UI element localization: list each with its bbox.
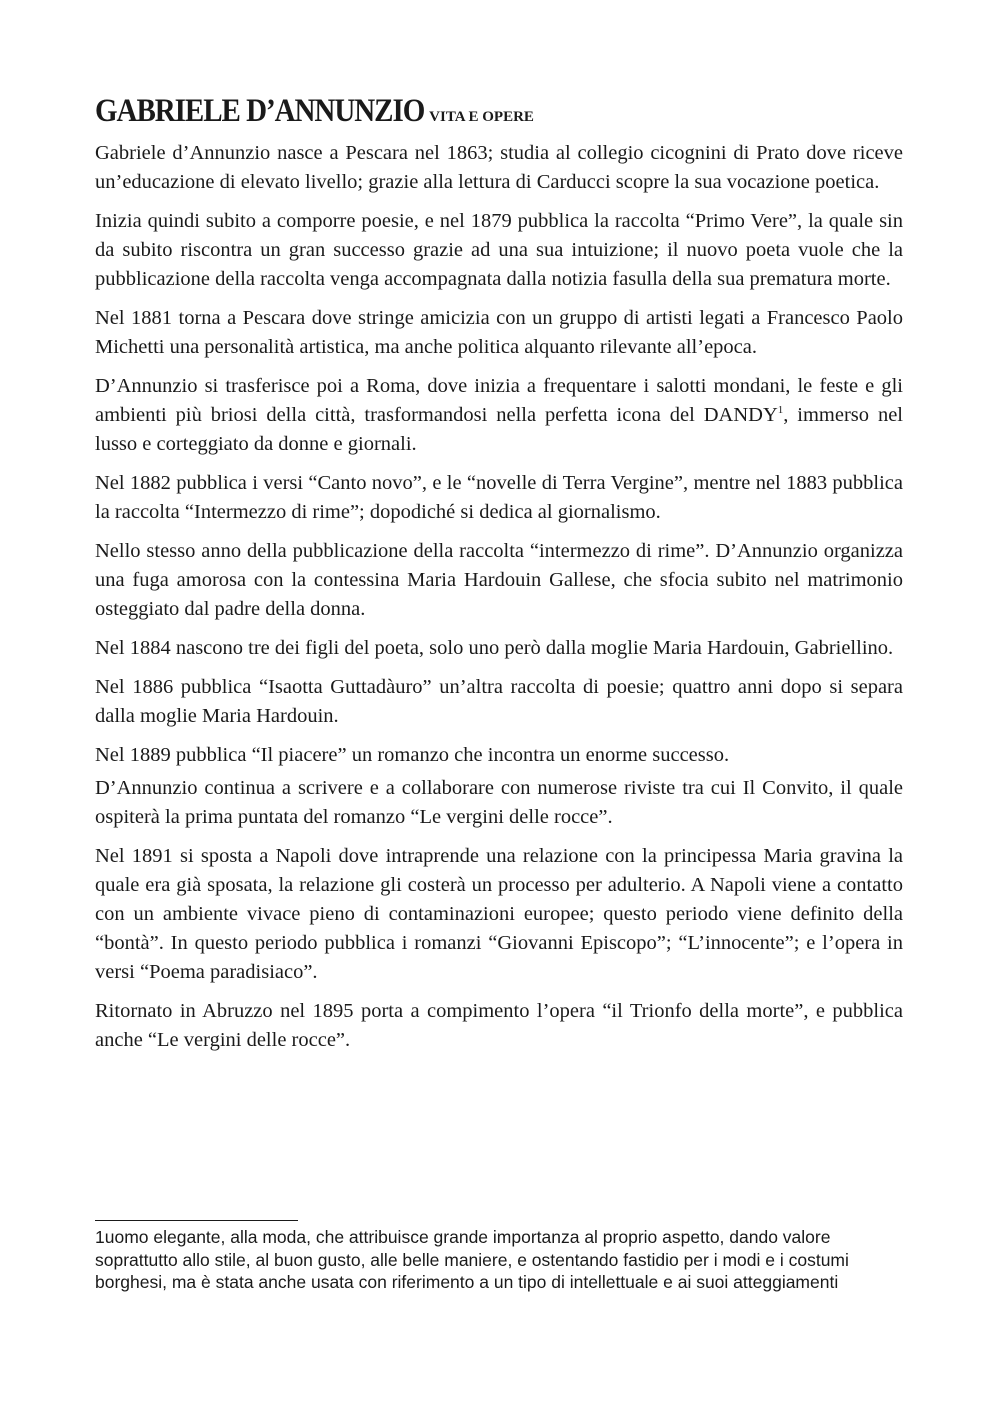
footnote-text: uomo elegante, alla moda, che attribuisce grande importanza al proprio aspetto, dando valore soprattutto allo stile, al buon gusto, alle belle maniere, e ostentando fastidio per i modi e i costumi borghesi, ma è stata anche usata con riferimento a un tipo di intellettuale e ai suoi atteggiamenti	[95, 1227, 849, 1292]
paragraph-3: Nel 1881 torna a Pescara dove stringe amicizia con un gruppo di artisti legati a Francesco Paolo Michetti una personalità artistica, ma anche politica alquanto rilevante all’epoca.	[95, 307, 903, 358]
paragraph-7: Nel 1884 nascono tre dei figli del poeta, solo uno però dalla moglie Maria Hardouin, Gabriellino.	[95, 637, 894, 659]
paragraph-8: Nel 1886 pubblica “Isaotta Guttadàuro” un’altra raccolta di poesie; quattro anni dopo si separa dalla moglie Maria Hardouin.	[95, 676, 903, 727]
paragraph-9: Nel 1889 pubblica “Il piacere” un romanzo che incontra un enorme successo.	[95, 744, 730, 766]
footnote-number: 1	[95, 1227, 105, 1247]
document-page	[95, 92, 903, 1065]
paragraph-4	[95, 372, 903, 459]
paragraph-11: Nel 1891 si sposta a Napoli dove intraprende una relazione con la principessa Maria gravina la quale era già sposata, la relazione gli costerà un processo per adulterio. A Napoli viene a contatto con un ambiente vivace pieno di contaminazioni europee; questo periodo viene definito della “bontà”. In questo periodo pubblica i romanzi “Giovanni Episcopo”; “L’innocente”; e l’opera in versi “Poema paradisiaco”.	[95, 845, 903, 983]
title-main: GABRIELE D’ANNUNZIO	[95, 93, 425, 129]
footnote	[95, 1226, 903, 1294]
paragraph-6: Nello stesso anno della pubblicazione della raccolta “intermezzo di rime”. D’Annunzio organizza una fuga amorosa con la contessina Maria Hardouin Gallese, che sfocia subito nel matrimonio osteggiato dal padre della donna.	[95, 540, 903, 620]
footnote-reference: 1	[777, 404, 784, 417]
document-title	[95, 92, 903, 135]
paragraph-10: D’Annunzio continua a scrivere e a collaborare con numerose riviste tra cui Il Convito, il quale ospiterà la prima puntata del romanzo “Le vergini delle rocce”.	[95, 777, 903, 828]
footnote-separator	[95, 1220, 298, 1221]
title-subtitle: VITA E OPERE	[429, 109, 534, 125]
paragraph-2: Inizia quindi subito a comporre poesie, e nel 1879 pubblica la raccolta “Primo Vere”, la quale sin da subito riscontra un gran successo grazie ad una sua intuizione; il nuovo poeta vuole che la pubblicazione della raccolta venga accompagnata dalla notizia fasulla della sua prematura morte.	[95, 210, 903, 290]
paragraph-5: Nel 1882 pubblica i versi “Canto novo”, e le “novelle di Terra Vergine”, mentre nel 1883 pubblica la raccolta “Intermezzo di rime”; dopodiché si dedica al giornalismo.	[95, 472, 903, 523]
paragraph-4-text-after: , immerso nel lusso e corteggiato da donne e giornali.	[95, 404, 903, 455]
paragraph-12: Ritornato in Abruzzo nel 1895 porta a compimento l’opera “il Trionfo della morte”, e pubblica anche “Le vergini delle rocce”.	[95, 1000, 903, 1051]
paragraph-1: Gabriele d’Annunzio nasce a Pescara nel 1863; studia al collegio cicognini di Prato dove riceve un’educazione di elevato livello; grazie alla lettura di Carducci scopre la sua vocazione poetica.	[95, 142, 903, 193]
paragraph-4-text-before: D’Annunzio si trasferisce poi a Roma, dove inizia a frequentare i salotti mondani, le feste e gli ambienti più briosi della città, trasformandosi nella perfetta icona del DANDY	[95, 375, 903, 426]
